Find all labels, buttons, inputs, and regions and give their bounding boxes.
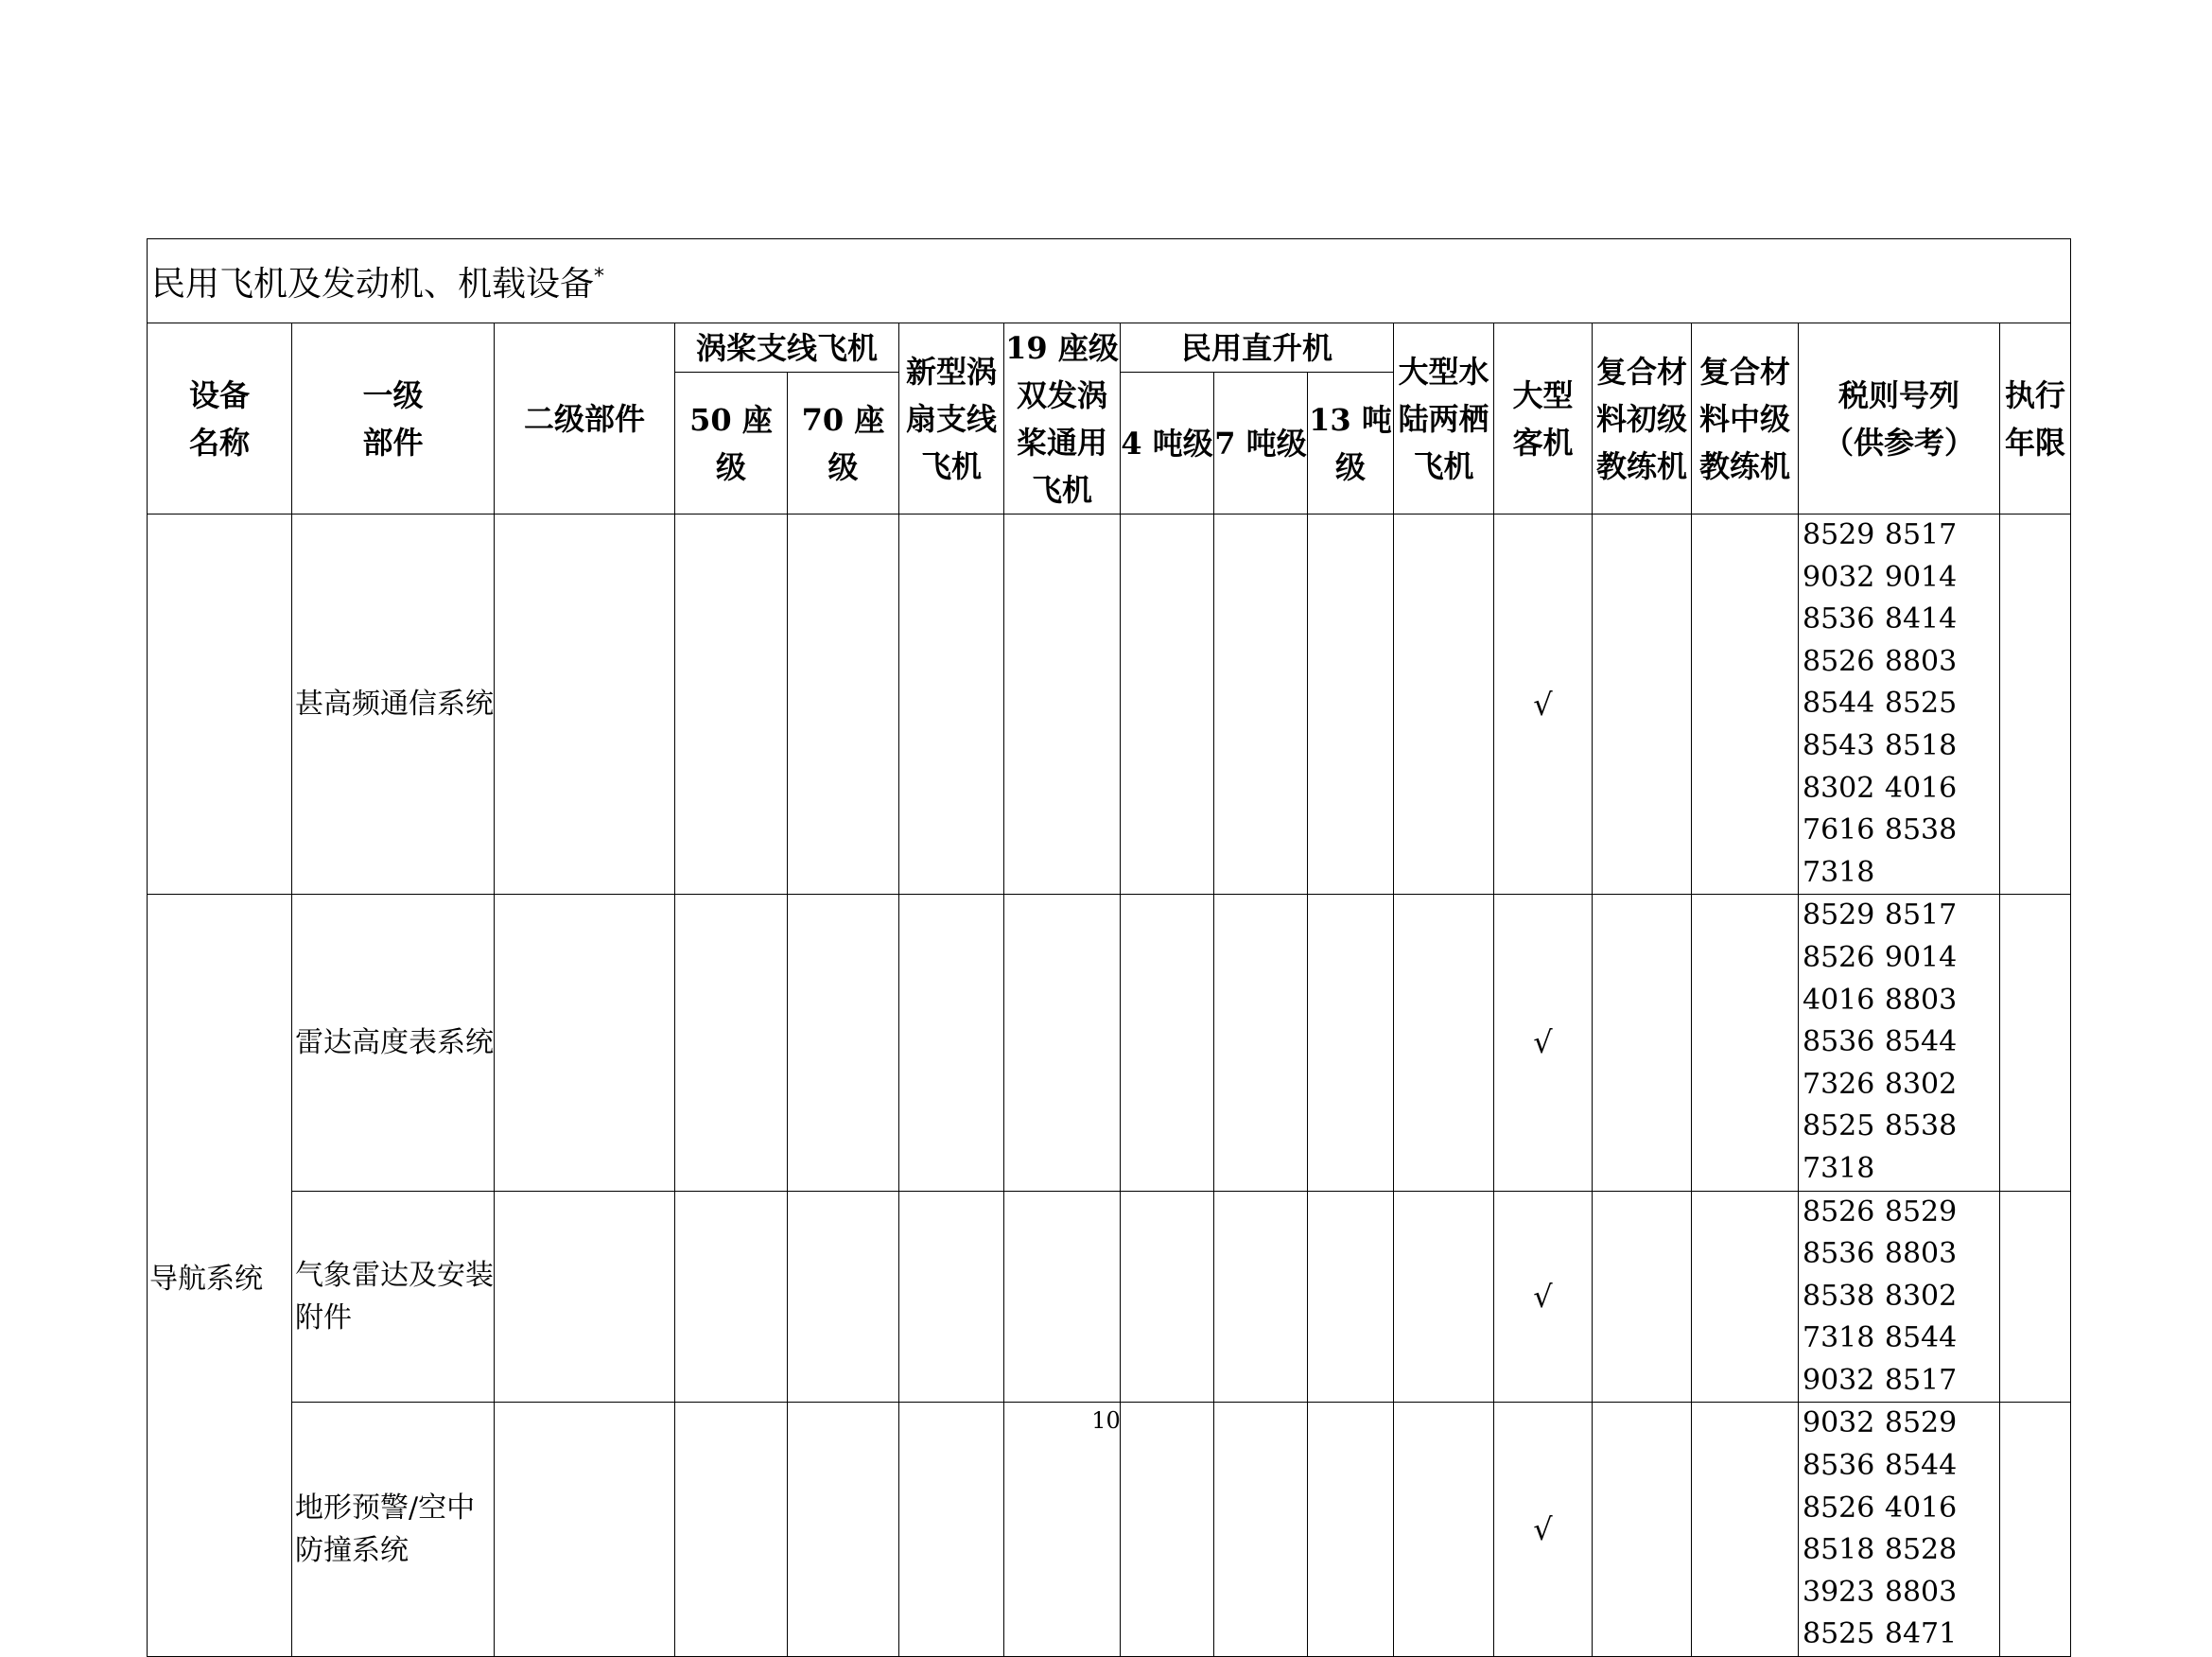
tariff-codes-cell: 8529 8517 8526 9014 4016 8803 8536 8544 7326 8302 8525 8538 7318 xyxy=(1799,895,2000,1191)
header-level2-part: 二级部件 xyxy=(495,323,675,515)
header-equipment-name: 设备 名称 xyxy=(148,323,292,515)
header-composite-primary-trainer: 复合材 料初级 教练机 xyxy=(1593,323,1692,515)
large-airliner-check: √ xyxy=(1494,1403,1593,1657)
header-new-turbofan: 新型涡 扇支线 飞机 xyxy=(899,323,1004,515)
header-70-seat: 70 座级 xyxy=(788,373,899,515)
level1-part-cell: 气象雷达及安装附件 xyxy=(292,1191,495,1403)
header-composite-intermediate-trainer: 复合材 料中级 教练机 xyxy=(1692,323,1799,515)
table-row xyxy=(148,1191,2071,1403)
header-4-ton: 4 吨级 xyxy=(1121,373,1214,515)
header-large-airliner: 大型 客机 xyxy=(1494,323,1593,515)
large-airliner-check: √ xyxy=(1494,515,1593,895)
level1-part-cell: 雷达高度表系统 xyxy=(292,895,495,1191)
category-cell-empty xyxy=(148,515,292,895)
tariff-codes-cell: 8529 8517 9032 9014 8536 8414 8526 8803 8544 8525 8543 8518 8302 4016 7616 8538 7318 xyxy=(1799,515,2000,895)
level1-part-cell: 甚高频通信系统 xyxy=(292,515,495,895)
header-amphibian: 大型水 陆两栖 飞机 xyxy=(1394,323,1494,515)
header-execution-period: 执行 年限 xyxy=(2000,323,2071,515)
header-level1-part: 一级 部件 xyxy=(292,323,495,515)
page-number: 10 xyxy=(1091,1407,1121,1434)
equipment-table xyxy=(147,238,2071,1657)
header-tariff-codes: 税则号列 （供参考） xyxy=(1799,323,2000,515)
tariff-codes-cell: 8526 8529 8536 8803 8538 8302 7318 8544 9032 8517 xyxy=(1799,1191,2000,1403)
header-50-seat: 50 座级 xyxy=(675,373,788,515)
table-row xyxy=(148,515,2071,895)
header-civil-helicopter: 民用直升机 xyxy=(1121,323,1394,373)
table-title: 民用飞机及发动机、机载设备* xyxy=(148,239,2071,323)
tariff-codes-cell: 9032 8529 8536 8544 8526 4016 8518 8528 3923 8803 8525 8471 xyxy=(1799,1403,2000,1657)
table-row xyxy=(148,1403,2071,1657)
header-7-ton: 7 吨级 xyxy=(1214,373,1308,515)
large-airliner-check: √ xyxy=(1494,895,1593,1191)
large-airliner-check: √ xyxy=(1494,1191,1593,1403)
category-navigation-system: 导航系统 xyxy=(148,895,292,1657)
header-turboprop-regional: 涡桨支线飞机 xyxy=(675,323,899,373)
title-asterisk: * xyxy=(594,264,605,288)
level1-part-cell: 地形预警/空中防撞系统 xyxy=(292,1403,495,1657)
table-row xyxy=(148,895,2071,1191)
header-13-ton: 13 吨 级 xyxy=(1308,373,1394,515)
header-19-seat: 19 座级 双发涡 桨通用 飞机 xyxy=(1004,323,1121,515)
